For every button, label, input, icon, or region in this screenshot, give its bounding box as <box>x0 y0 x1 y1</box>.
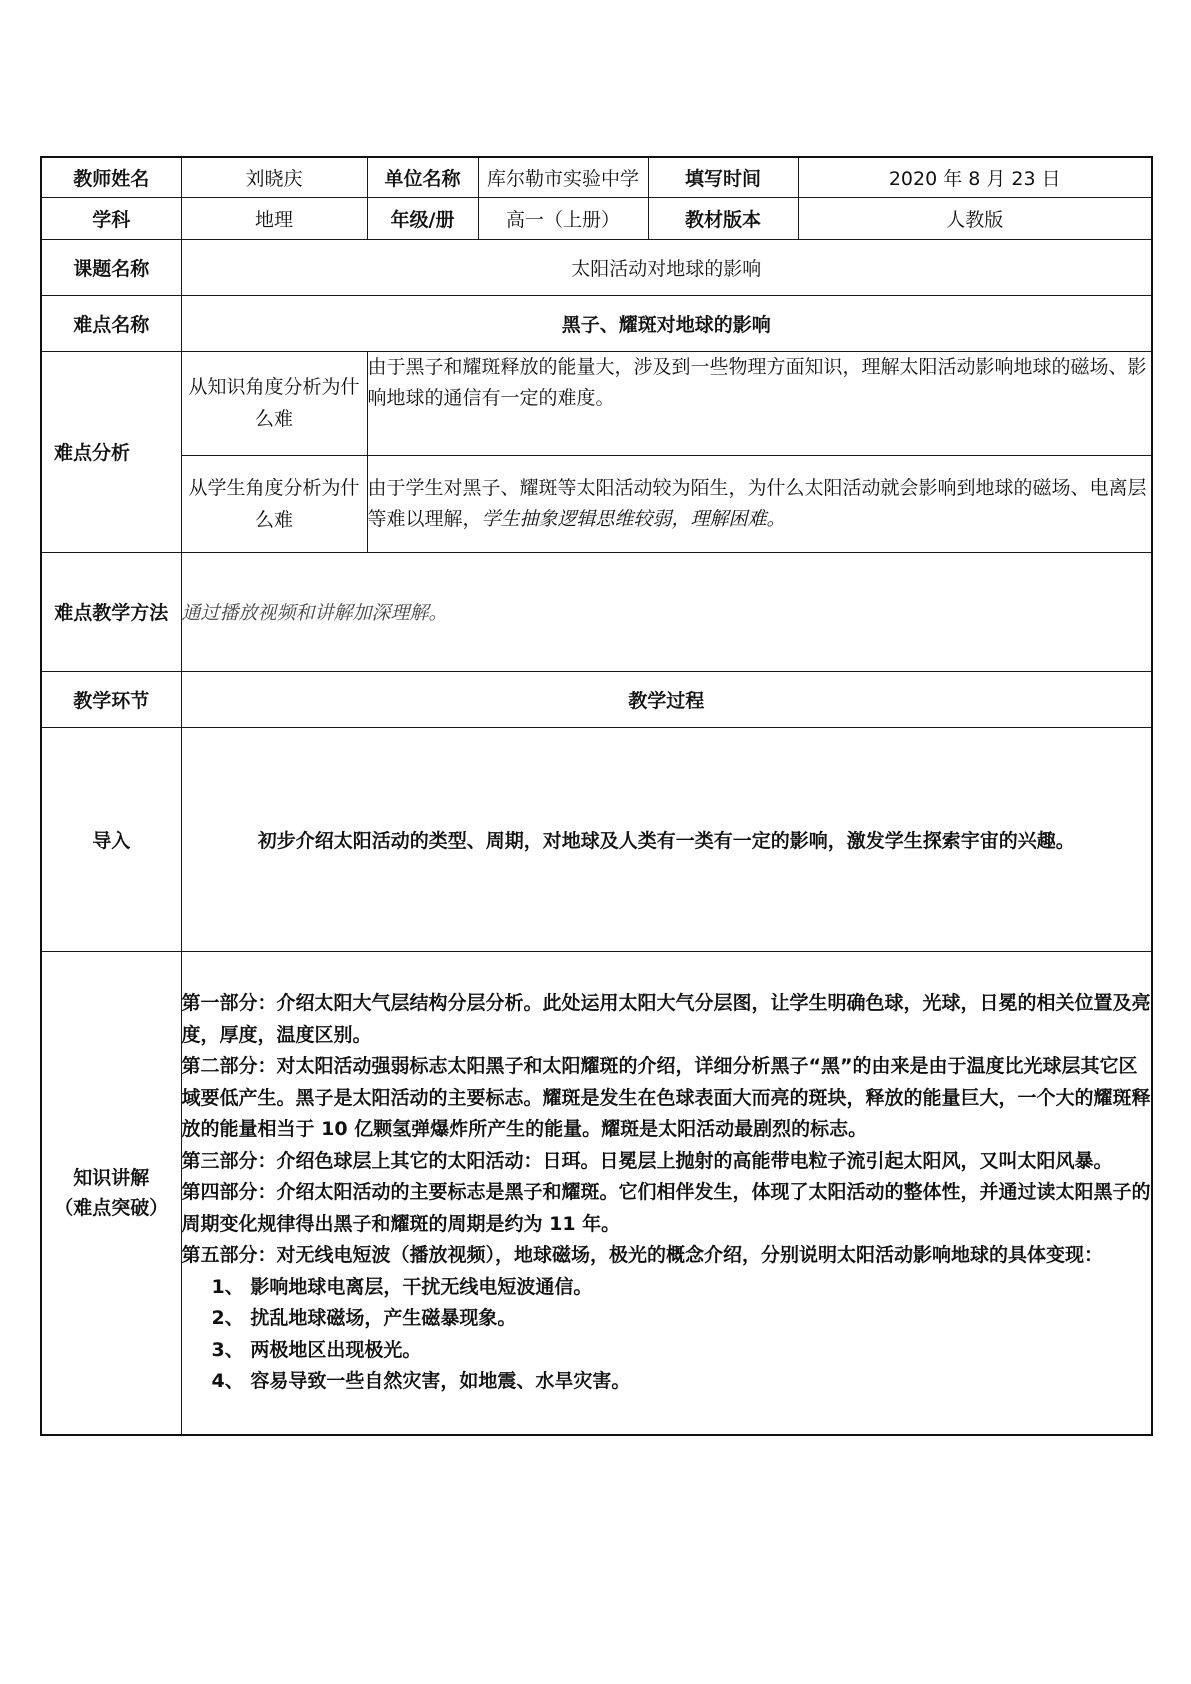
student-angle-text <box>367 455 1152 552</box>
knowledge-content <box>181 951 1152 1435</box>
difficulty-label: 难点名称 <box>41 295 181 351</box>
subject-label: 学科 <box>41 197 181 239</box>
knowledge-part-2: 第二部分：对太阳活动强弱标志太阳黑子和太阳耀斑的介绍，详细分析黑子“黑”的由来是由于温度比光球层其它区域要低产生。黑子是太阳活动的主要标志。耀斑是发生在色球表面大而亮的斑块，释放的能量巨大，一个大的耀斑释放的能量相当于 10 亿颗氢弹爆炸所产生的能量。耀斑是太阳活动最剧烈的标志。 <box>181 1055 1151 1140</box>
knowledge-label-line2: （难点突破） <box>54 1196 169 1219</box>
process-header-row <box>41 671 1152 727</box>
analysis-row-student <box>41 455 1152 552</box>
topic-row <box>41 239 1152 295</box>
teaching-process-label: 教学过程 <box>181 671 1152 727</box>
knowledge-item: 4、 容易导致一些自然灾害，如地震、水旱灾害。 <box>211 1370 631 1392</box>
grade-label: 年级/册 <box>367 197 478 239</box>
analysis-label: 难点分析 <box>41 351 181 552</box>
topic-value: 太阳活动对地球的影响 <box>181 239 1152 295</box>
edition-value: 人教版 <box>798 197 1152 239</box>
header-row-2 <box>41 197 1152 239</box>
knowledge-part-1: 第一部分：介绍太阳大气层结构分层分析。此处运用太阳大气分层图，让学生明确色球，光球，日冕的相关位置及亮度，厚度，温度区别。 <box>181 992 1151 1046</box>
header-row-1 <box>41 157 1152 197</box>
method-label: 难点教学方法 <box>41 552 181 671</box>
knowledge-label-line1: 知识讲解 <box>73 1166 150 1189</box>
knowledge-row <box>41 951 1152 1435</box>
student-angle-text-italic: 学生抽象逻辑思维较弱，理解困难。 <box>481 507 786 530</box>
knowledge-part-4: 第四部分：介绍太阳活动的主要标志是黑子和耀斑。它们相伴发生，体现了太阳活动的整体性，并通过读太阳黑子的周期变化规律得出黑子和耀斑的周期是约为 11 年。 <box>181 1181 1151 1235</box>
method-row <box>41 552 1152 671</box>
difficulty-row <box>41 295 1152 351</box>
topic-label: 课题名称 <box>41 239 181 295</box>
lesson-plan-table <box>40 156 1153 1436</box>
knowledge-angle-label: 从知识角度分析为什么难 <box>181 351 367 455</box>
fill-date-label: 填写时间 <box>648 157 798 197</box>
subject-value: 地理 <box>181 197 367 239</box>
knowledge-item: 2、 扰乱地球磁场，产生磁暴现象。 <box>211 1307 517 1329</box>
student-angle-label: 从学生角度分析为什么难 <box>181 455 367 552</box>
knowledge-part-5: 第五部分：对无线电短波（播放视频），地球磁场，极光的概念介绍，分别说明太阳活动影响地球的具体变现： <box>181 1244 1104 1266</box>
unit-name-value: 库尔勒市实验中学 <box>478 157 648 197</box>
analysis-row-knowledge <box>41 351 1152 455</box>
knowledge-item: 3、 两极地区出现极光。 <box>211 1338 422 1361</box>
unit-name-label: 单位名称 <box>367 157 478 197</box>
teacher-name-value: 刘晓庆 <box>181 157 367 197</box>
teaching-section-label: 教学环节 <box>41 671 181 727</box>
knowledge-label <box>41 951 181 1435</box>
grade-value: 高一（上册） <box>478 197 648 239</box>
student-angle-text-plain: 由于学生对黑子、耀斑等太阳活动较为陌生，为什么太阳活动就会影响到地球的磁场、电离层等难以理解， <box>367 476 1147 530</box>
edition-label: 教材版本 <box>648 197 798 239</box>
knowledge-part-3: 第三部分：介绍色球层上其它的太阳活动：日珥。日冕层上抛射的高能带电粒子流引起太阳风，又叫太阳风暴。 <box>181 1149 1113 1172</box>
intro-label: 导入 <box>41 727 181 951</box>
difficulty-value: 黑子、耀斑对地球的影响 <box>181 295 1152 351</box>
intro-row <box>41 727 1152 951</box>
method-value: 通过播放视频和讲解加深理解。 <box>181 552 1152 671</box>
intro-value: 初步介绍太阳活动的类型、周期，对地球及人类有一类有一定的影响，激发学生探索宇宙的兴趣。 <box>181 727 1152 951</box>
teacher-name-label: 教师姓名 <box>41 157 181 197</box>
knowledge-angle-text: 由于黑子和耀斑释放的能量大，涉及到一些物理方面知识，理解太阳活动影响地球的磁场、影响地球的通信有一定的难度。 <box>367 351 1152 455</box>
fill-date-value: 2020 年 8 月 23 日 <box>798 157 1152 197</box>
knowledge-item: 1、 影响地球电离层，干扰无线电短波通信。 <box>211 1275 593 1298</box>
